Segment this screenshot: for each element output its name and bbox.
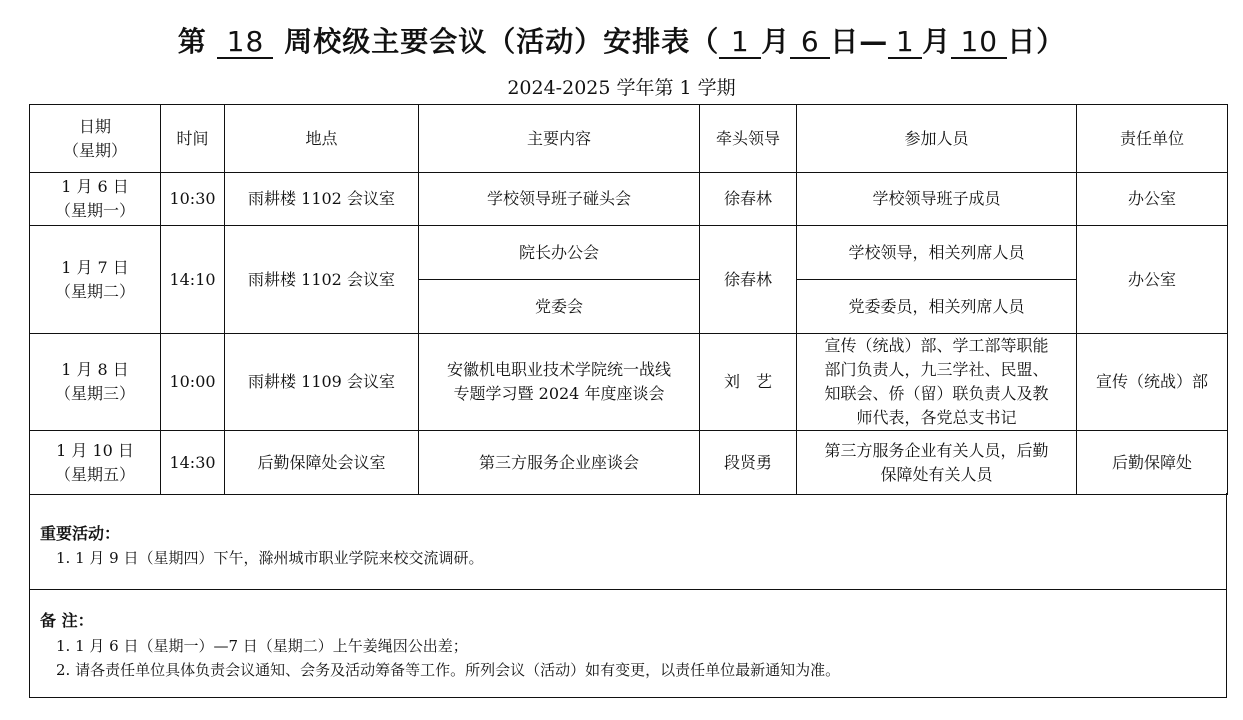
week-number: 18 [217, 27, 273, 59]
unit-cell: 办公室 [1077, 173, 1228, 226]
attendees-cell: 第三方服务企业有关人员，后勤 保障处有关人员 [797, 431, 1077, 495]
table-row [30, 173, 1228, 226]
time-cell: 14:30 [161, 431, 225, 495]
important-activities [30, 493, 1226, 590]
unit-cell: 宣传（统战）部 [1077, 334, 1228, 431]
remarks-title: 备 注： [40, 611, 94, 630]
col-time: 时间 [161, 105, 225, 173]
table-row [30, 431, 1228, 495]
content-cell: 第三方服务企业座谈会 [419, 431, 700, 495]
schedule-table [29, 104, 1228, 495]
end-day: 10 [951, 27, 1007, 59]
end-month: 1 [888, 27, 922, 59]
unit-cell: 办公室 [1077, 226, 1228, 334]
place-cell: 雨耕楼 1102 会议室 [225, 226, 419, 334]
header-row [30, 105, 1228, 173]
col-place: 地点 [225, 105, 419, 173]
time-cell: 10:00 [161, 334, 225, 431]
title-main: 周校级主要会议（活动）安排表（ [284, 25, 720, 58]
place-cell: 雨耕楼 1109 会议室 [225, 334, 419, 431]
month-label-2: 月 [922, 25, 952, 58]
important-item: 1. 1 月 9 日（星期四）下午，滁州城市职业学院来校交流调研。 [56, 549, 484, 567]
remark-item: 1. 1 月 6 日（星期一）—7 日（星期二）上午姜绳因公出差； [56, 637, 468, 655]
attendees-cell: 学校领导，相关列席人员 [797, 226, 1077, 280]
date-cell: 1 月 6 日 （星期一） [30, 173, 161, 226]
col-leader: 牵头领导 [700, 105, 797, 173]
start-day: 6 [790, 27, 830, 59]
time-cell: 14:10 [161, 226, 225, 334]
leader-cell: 徐春林 [700, 173, 797, 226]
col-unit: 责任单位 [1077, 105, 1228, 173]
unit-cell: 后勤保障处 [1077, 431, 1228, 495]
table-row [30, 226, 1228, 280]
attendees-cell: 党委委员，相关列席人员 [797, 280, 1077, 334]
day-label-1: 日— [830, 25, 889, 58]
title-prefix: 第 [177, 25, 207, 58]
notes-box [29, 493, 1227, 698]
time-cell: 10:30 [161, 173, 225, 226]
date-cell: 1 月 8 日 （星期三） [30, 334, 161, 431]
content-cell: 党委会 [419, 280, 700, 334]
important-title: 重要活动： [40, 524, 121, 543]
month-label-1: 月 [761, 25, 791, 58]
date-cell: 1 月 7 日 （星期二） [30, 226, 161, 334]
remark-item: 2. 请各责任单位具体负责会议通知、会务及活动筹备等工作。所列会议（活动）如有变更，以责任单位最新通知为准。 [56, 661, 841, 679]
table-row [30, 334, 1228, 431]
attendees-cell: 学校领导班子成员 [797, 173, 1077, 226]
place-cell: 后勤保障处会议室 [225, 431, 419, 495]
leader-cell: 段贤勇 [700, 431, 797, 495]
attendees-cell: 宣传（统战）部、学工部等职能 部门负责人，九三学社、民盟、 知联会、侨（留）联负责人及教 师代表，各党总支书记 [797, 334, 1077, 431]
leader-cell: 刘 艺 [700, 334, 797, 431]
day-label-2: 日） [1007, 25, 1066, 58]
semester-subtitle: 2024-2025 学年第 1 学期 [507, 77, 736, 99]
content-cell: 学校领导班子碰头会 [419, 173, 700, 226]
place-cell: 雨耕楼 1102 会议室 [225, 173, 419, 226]
col-date: 日期 （星期） [30, 105, 161, 173]
page-title [0, 22, 1243, 62]
col-attendees: 参加人员 [797, 105, 1077, 173]
content-cell: 院长办公会 [419, 226, 700, 280]
date-cell: 1 月 10 日 （星期五） [30, 431, 161, 495]
leader-cell: 徐春林 [700, 226, 797, 334]
col-content: 主要内容 [419, 105, 700, 173]
start-month: 1 [719, 27, 761, 59]
content-cell: 安徽机电职业技术学院统一战线 专题学习暨 2024 年度座谈会 [419, 334, 700, 431]
